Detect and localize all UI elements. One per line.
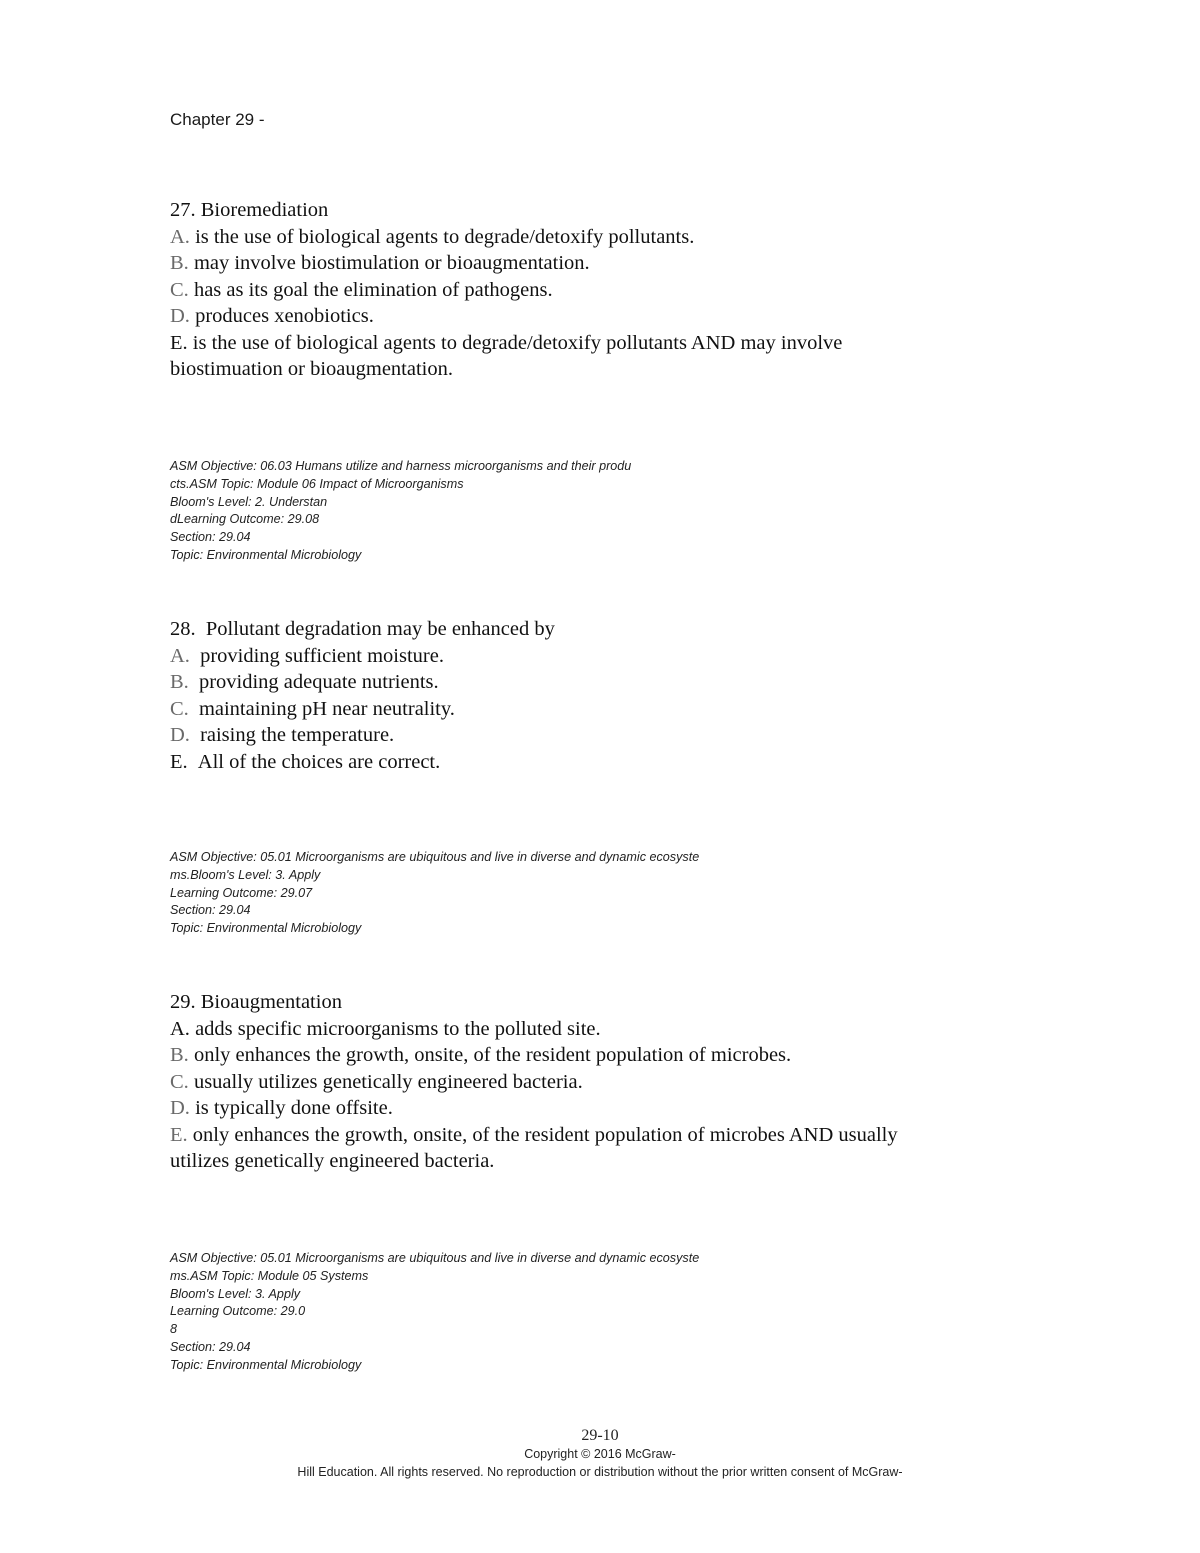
- copyright-line-2: Hill Education. All rights reserved. No reproduction or distribution without the prior written consent of McGraw-: [297, 1465, 903, 1479]
- meta-line: Topic: Environmental Microbiology: [170, 921, 362, 936]
- question-27-metadata: [170, 458, 870, 565]
- choice-letter: E.: [170, 331, 188, 354]
- question-28: [170, 616, 1030, 775]
- choice-a: [170, 643, 1030, 670]
- meta-line: Topic: Environmental Microbiology: [170, 547, 362, 562]
- choice-letter: B.: [170, 671, 189, 693]
- choice-text: adds specific microorganisms to the polluted site.: [195, 1017, 601, 1040]
- choice-letter: A.: [170, 225, 190, 248]
- choice-letter: B.: [170, 1044, 189, 1066]
- choice-text: providing adequate nutrients.: [198, 671, 439, 693]
- meta-line: ms.ASM Topic: Module 05 Systems: [170, 1268, 369, 1283]
- page-number: 29-10: [581, 1427, 619, 1444]
- choice-e: [170, 1122, 1030, 1175]
- choice-letter: E.: [170, 1123, 188, 1146]
- meta-line: Learning Outcome: 29.0: [170, 1304, 306, 1319]
- choice-a: [170, 1016, 1030, 1043]
- question-27: [170, 197, 1030, 383]
- question-stem: 29. Bioaugmentation: [170, 991, 342, 1013]
- meta-line: Section: 29.04: [170, 1339, 251, 1354]
- choice-text: may involve biostimulation or bioaugmentation.: [193, 252, 590, 274]
- meta-line: ASM Objective: 05.01 Microorganisms are ubiquitous and live in diverse and dynamic ecosyste: [170, 850, 700, 864]
- meta-line: Learning Outcome: 29.07: [170, 885, 313, 900]
- choice-d: [170, 722, 1030, 749]
- choice-letter: B.: [170, 252, 189, 274]
- choice-text: is typically done offsite.: [195, 1097, 393, 1119]
- choice-text-continued: utilizes genetically engineered bacteria.: [170, 1150, 495, 1172]
- choice-d: [170, 1095, 1030, 1122]
- choice-b: [170, 669, 1030, 696]
- question-stem: 27. Bioremediation: [170, 199, 329, 221]
- choice-text: is the use of biological agents to degrade/detoxify pollutants.: [195, 225, 695, 248]
- choice-letter: A.: [170, 1017, 190, 1040]
- meta-line: dLearning Outcome: 29.08: [170, 512, 320, 527]
- question-28-metadata: [170, 849, 870, 938]
- choice-e: [170, 330, 1030, 383]
- choice-letter: D.: [170, 1097, 190, 1119]
- choice-letter: C.: [170, 278, 189, 301]
- choice-text: produces xenobiotics.: [195, 305, 374, 327]
- meta-line: Bloom's Level: 2. Understan: [170, 494, 328, 509]
- choice-c: [170, 1069, 1030, 1096]
- choice-c: [170, 277, 1030, 304]
- choice-text: has as its goal the elimination of pathogens.: [193, 278, 553, 301]
- question-stem: 28. Pollutant degradation may be enhanced by: [170, 618, 555, 640]
- meta-line: Topic: Environmental Microbiology: [170, 1357, 362, 1372]
- meta-line: Bloom's Level: 3. Apply: [170, 1286, 301, 1301]
- copyright-line-1: Copyright © 2016 McGraw-: [524, 1447, 676, 1461]
- meta-line: cts.ASM Topic: Module 06 Impact of Microorganisms: [170, 476, 464, 491]
- choice-text: maintaining pH near neutrality.: [198, 697, 455, 720]
- meta-line: Section: 29.04: [170, 530, 251, 545]
- choice-text: providing sufficient moisture.: [200, 644, 444, 667]
- meta-line: ASM Objective: 06.03 Humans utilize and harness microorganisms and their produ: [170, 459, 632, 473]
- choice-d: [170, 303, 1030, 330]
- question-29-metadata: [170, 1250, 870, 1375]
- meta-line: 8: [170, 1322, 178, 1337]
- choice-text: only enhances the growth, onsite, of the resident population of microbes.: [193, 1044, 792, 1066]
- choice-text: All of the choices are correct.: [197, 750, 441, 773]
- choice-c: [170, 696, 1030, 723]
- choice-letter: D.: [170, 724, 190, 746]
- chapter-header: Chapter 29 -: [170, 110, 265, 129]
- choice-text-continued: biostimuation or bioaugmentation.: [170, 358, 453, 380]
- choice-text: usually utilizes genetically engineered bacteria.: [193, 1070, 583, 1093]
- meta-line: ms.Bloom's Level: 3. Apply: [170, 867, 321, 882]
- choice-letter: E.: [170, 750, 188, 773]
- choice-letter: D.: [170, 305, 190, 327]
- choice-letter: A.: [170, 644, 190, 667]
- choice-b: [170, 1042, 1030, 1069]
- choice-b: [170, 250, 1030, 277]
- choice-a: [170, 224, 1030, 251]
- choice-letter: C.: [170, 1070, 189, 1093]
- question-29: [170, 989, 1030, 1175]
- meta-line: Section: 29.04: [170, 903, 251, 918]
- choice-text: is the use of biological agents to degrade/detoxify pollutants AND may involve: [192, 331, 843, 354]
- meta-line: ASM Objective: 05.01 Microorganisms are ubiquitous and live in diverse and dynamic ecosyste: [170, 1251, 700, 1265]
- choice-e: [170, 749, 1030, 776]
- choice-text: raising the temperature.: [200, 724, 395, 746]
- choice-letter: C.: [170, 697, 189, 720]
- choice-text: only enhances the growth, onsite, of the resident population of microbes AND usually: [192, 1123, 898, 1146]
